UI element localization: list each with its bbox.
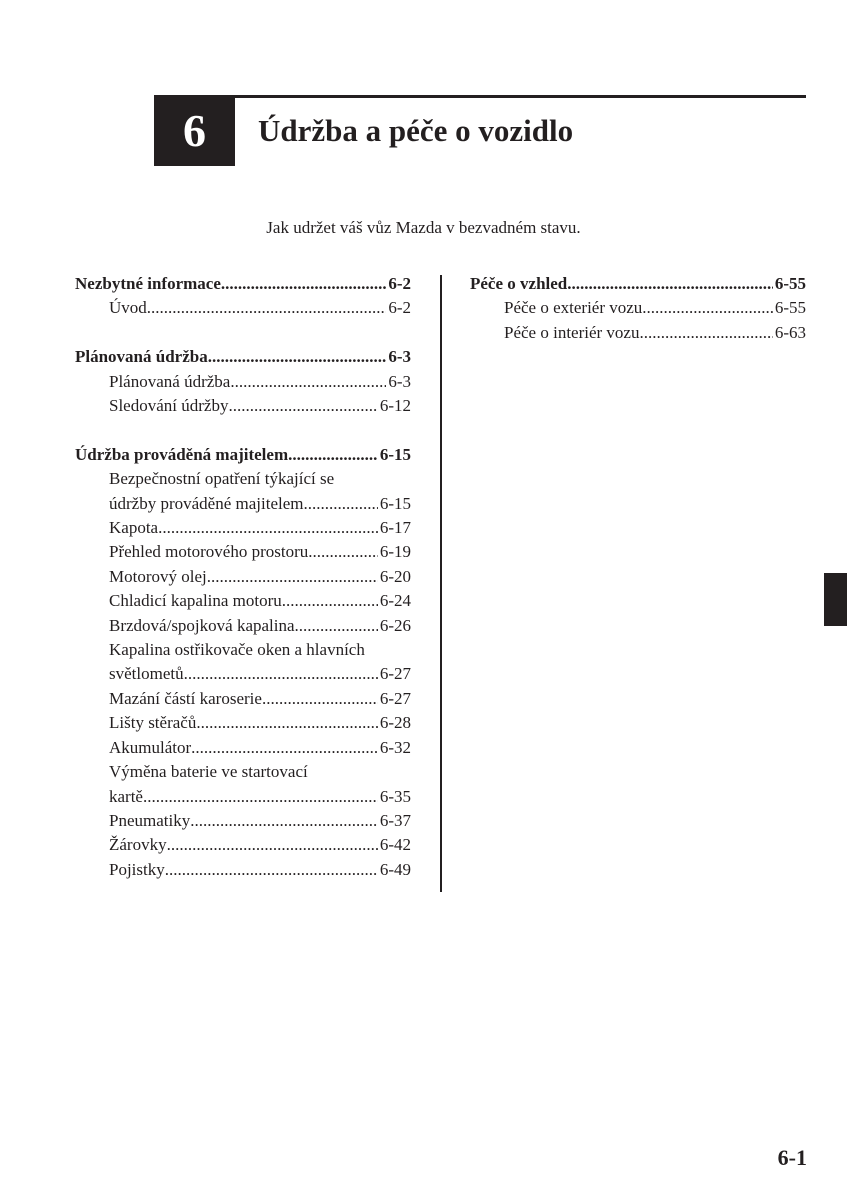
- toc-section-heading-page: 6-3: [388, 347, 411, 367]
- toc-item-page: 6-24: [379, 591, 411, 611]
- toc-item[interactable]: [75, 785, 411, 809]
- dot-leader: [184, 662, 378, 686]
- toc-section-heading[interactable]: [75, 443, 411, 467]
- dot-leader: [191, 736, 378, 760]
- dot-leader: [262, 687, 378, 711]
- toc-item[interactable]: [75, 614, 411, 638]
- dot-leader: [230, 370, 386, 394]
- toc-item[interactable]: [75, 589, 411, 613]
- toc-section-heading-label: Péče o vzhled: [470, 274, 568, 293]
- dot-leader: [295, 614, 378, 638]
- dot-leader: [282, 589, 378, 613]
- toc-section-heading[interactable]: [75, 345, 411, 369]
- toc-item-page: 6-42: [379, 835, 411, 855]
- toc-item-label: Péče o interiér vozu: [504, 322, 640, 342]
- toc-item-label-line[interactable]: Kapalina ostřikovače oken a hlavních: [109, 640, 365, 660]
- toc-item-label: Pneumatiky: [109, 810, 191, 830]
- toc-item-label: Mazání částí karoserie: [109, 688, 262, 708]
- toc-section-heading-label: Nezbytné informace: [75, 274, 221, 293]
- toc-item-page: 6-27: [379, 688, 411, 708]
- toc-item-page: 6-17: [379, 518, 411, 538]
- toc-item[interactable]: [75, 565, 411, 589]
- toc-item[interactable]: [75, 394, 411, 418]
- toc-item-label: Lišty stěračů: [109, 713, 197, 733]
- toc-item[interactable]: [75, 711, 411, 735]
- chapter-side-tab: [824, 573, 847, 626]
- toc-section-heading-label: Plánovaná údržba: [75, 347, 208, 367]
- toc-item-page: 6-3: [388, 371, 411, 391]
- dot-leader: [208, 345, 387, 369]
- toc-item-page: 6-63: [774, 322, 806, 342]
- toc-item-label: údržby prováděné majitelem: [109, 493, 304, 513]
- chapter-number: 6: [183, 105, 206, 156]
- toc-item[interactable]: [75, 662, 411, 686]
- toc-item-page: 6-49: [379, 859, 411, 879]
- dot-leader: [207, 565, 378, 589]
- dot-leader: [567, 272, 773, 296]
- toc-item-label: Pojistky: [109, 859, 165, 879]
- toc-item-label: kartě: [109, 786, 143, 806]
- dot-leader: [228, 394, 377, 418]
- toc-section: [75, 443, 411, 882]
- chapter-number-box: [154, 95, 235, 166]
- toc-section: [470, 272, 806, 345]
- toc-item[interactable]: [75, 809, 411, 833]
- toc-item[interactable]: [75, 370, 411, 394]
- toc-section-heading-label: Údržba prováděná majitelem: [75, 444, 289, 464]
- toc-item-label: světlometů: [109, 664, 184, 684]
- dot-leader: [303, 492, 377, 516]
- toc-item[interactable]: [75, 516, 411, 540]
- toc-item[interactable]: [75, 296, 411, 320]
- dot-leader: [147, 296, 387, 320]
- toc-item-page: 6-2: [388, 298, 411, 318]
- toc-item[interactable]: [470, 296, 806, 320]
- toc-section-heading[interactable]: [470, 272, 806, 296]
- toc-item[interactable]: [75, 687, 411, 711]
- toc-section-heading-page: 6-15: [379, 444, 411, 464]
- page-number: 6-1: [777, 1145, 807, 1170]
- toc-item-page: 6-32: [379, 737, 411, 757]
- toc-item-label: Žárovky: [109, 835, 167, 855]
- toc-section-heading[interactable]: [75, 272, 411, 296]
- dot-leader: [165, 858, 378, 882]
- toc-left-column: [75, 272, 411, 907]
- toc-item[interactable]: [470, 321, 806, 345]
- toc-section: [75, 345, 411, 418]
- toc-item-label: Chladicí kapalina motoru: [109, 591, 282, 611]
- toc-item-label-line[interactable]: Výměna baterie ve startovací: [109, 762, 308, 782]
- dot-leader: [196, 711, 377, 735]
- toc-item-page: 6-19: [379, 542, 411, 562]
- toc-item-page: 6-28: [379, 713, 411, 733]
- toc-item[interactable]: [75, 833, 411, 857]
- toc-item-label: Plánovaná údržba: [109, 371, 231, 391]
- toc-item[interactable]: [75, 736, 411, 760]
- toc-item-page: 6-35: [379, 786, 411, 806]
- dot-leader: [308, 540, 378, 564]
- header-rule: [154, 95, 806, 98]
- chapter-title: Údržba a péče o vozidlo: [258, 113, 574, 148]
- toc-item-label: Akumulátor: [109, 737, 192, 757]
- dot-leader: [288, 443, 378, 467]
- toc-item-page: 6-15: [379, 493, 411, 513]
- dot-leader: [639, 321, 772, 345]
- toc-item[interactable]: [75, 858, 411, 882]
- toc-item-label: Přehled motorového prostoru: [109, 542, 309, 562]
- toc-item-label: Úvod: [109, 298, 147, 318]
- toc-item-page: 6-26: [379, 615, 411, 635]
- toc-item-page: 6-12: [379, 396, 411, 416]
- toc-item-label: Péče o exteriér vozu: [504, 298, 643, 318]
- toc-section: [75, 272, 411, 321]
- dot-leader: [167, 833, 378, 857]
- toc-item-label: Sledování údržby: [109, 396, 229, 416]
- chapter-intro: Jak udržet váš vůz Mazda v bezvadném stavu.: [266, 218, 581, 237]
- dot-leader: [158, 516, 378, 540]
- toc-item-label-line[interactable]: Bezpečnostní opatření týkající se: [109, 469, 335, 489]
- column-divider: [440, 275, 442, 892]
- toc-item-label: Motorový olej: [109, 566, 207, 586]
- toc-right-column: [470, 272, 806, 370]
- toc-section-heading-page: 6-2: [388, 274, 411, 293]
- dot-leader: [143, 785, 378, 809]
- toc-item[interactable]: [75, 492, 411, 516]
- toc-item-page: 6-55: [774, 298, 806, 318]
- dot-leader: [190, 809, 378, 833]
- toc-item-label: Brzdová/spojková kapalina: [109, 615, 295, 635]
- dot-leader: [642, 296, 773, 320]
- toc-item-page: 6-27: [379, 664, 411, 684]
- toc-section-heading-page: 6-55: [774, 274, 806, 293]
- toc-item-page: 6-37: [379, 810, 411, 830]
- dot-leader: [221, 272, 386, 296]
- toc-item-page: 6-20: [379, 566, 411, 586]
- toc-item-label: Kapota: [109, 518, 159, 538]
- toc-item[interactable]: [75, 540, 411, 564]
